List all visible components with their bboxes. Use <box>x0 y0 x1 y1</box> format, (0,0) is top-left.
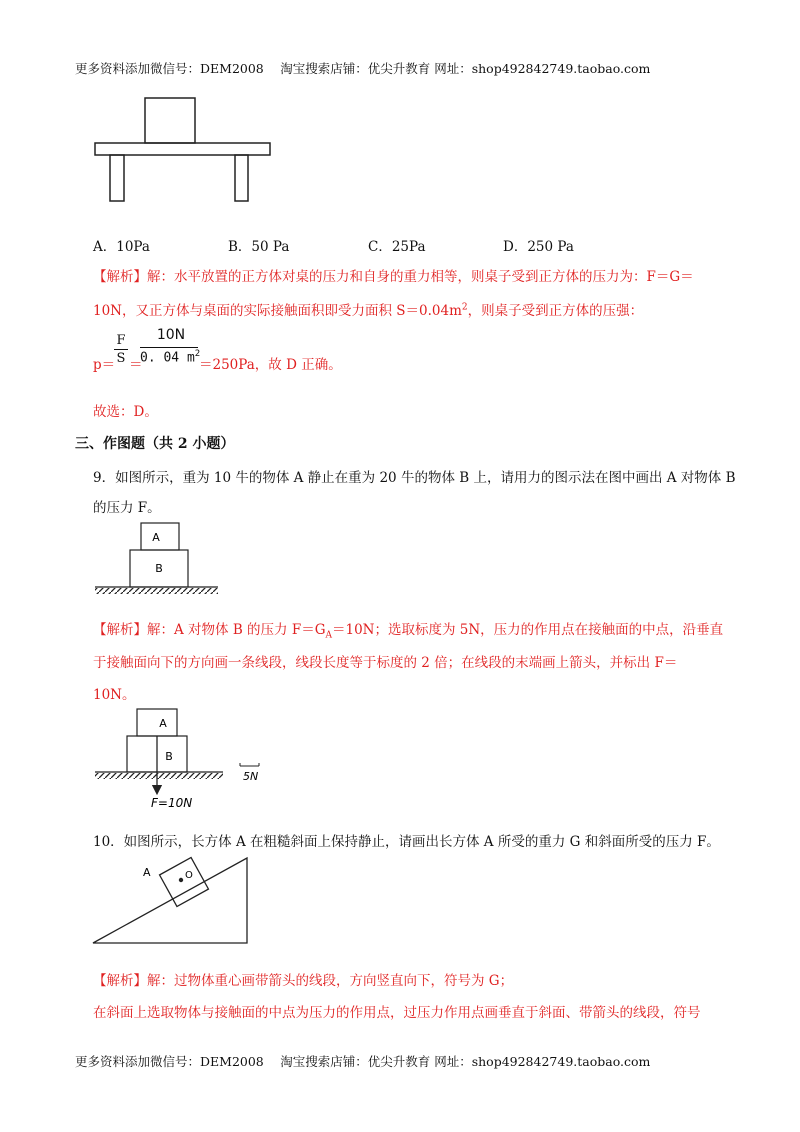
q9-analysis-line3: 10N。 <box>93 687 136 703</box>
q9-analysis-line1-text: 【解析】解：A 对物体 B 的压力 F＝G <box>93 622 326 638</box>
formula-frac2-num: 10N <box>156 327 186 343</box>
q8-analysis-line2 <box>93 299 643 319</box>
answer-block-a-label: A <box>159 717 167 730</box>
table-leg-right <box>235 155 248 201</box>
formula-frac1-num: F <box>116 333 126 348</box>
table-leg-left <box>110 155 124 201</box>
stacked-blocks-figure <box>93 520 223 598</box>
q9-analysis-line2: 于接触面向下的方向画一条线段，线段长度等于标度的 2 倍；在线段的末端画上箭头，并标出 F＝ <box>93 655 678 671</box>
force-diagram-answer <box>93 706 273 816</box>
formula-eq: ＝ <box>129 357 143 373</box>
q10-analysis-line1: 【解析】解：过物体重心画带箭头的线段，方向竖直向下，符号为 G； <box>93 973 514 989</box>
formula-frac1-bar <box>114 349 128 350</box>
option-d: D．250 Pa <box>503 239 574 255</box>
block-on-incline <box>160 858 209 907</box>
q9-analysis-subscript: A <box>325 630 332 641</box>
q9-analysis-line1 <box>93 618 723 641</box>
block-a-label: A <box>152 531 160 544</box>
formula-frac1-den: S <box>116 351 126 366</box>
answer-block-a <box>137 709 177 736</box>
page-header: 更多资料添加微信号：DEM2008 淘宝搜索店铺：优尖升教育 网址：shop492842749.taobao.com <box>75 61 651 76</box>
incline-block-label: A <box>143 866 151 879</box>
formula-frac2-den-sup: 2 <box>194 349 201 359</box>
q8-analysis-line1: 【解析】解：水平放置的正方体对桌的压力和自身的重力相等，则桌子受到正方体的压力为：F＝G＝ <box>93 269 694 285</box>
table-top <box>95 143 270 155</box>
q10-analysis-line2: 在斜面上选取物体与接触面的中点为压力的作用点，过压力作用点画垂直于斜面、带箭头的线段，符号 <box>93 1005 701 1021</box>
cube-shape <box>145 98 195 143</box>
formula-result: ＝250Pa，故 D 正确。 <box>199 357 342 373</box>
formula-p-label: p＝ <box>93 357 116 373</box>
formula-frac2-den-text: 0. 04 m <box>140 350 195 366</box>
scale-label: 5N <box>243 770 259 783</box>
q8-area-superscript: 2 <box>461 302 468 313</box>
incline-triangle <box>93 858 247 943</box>
option-a: A．10Pa <box>93 239 150 255</box>
answer-block-b-label: B <box>165 750 173 763</box>
q9-analysis-line1-tail: ＝10N；选取标度为 5N，压力的作用点在接触面的中点，沿垂直 <box>332 622 724 638</box>
center-of-gravity-dot <box>179 878 183 882</box>
q8-answer: 故选：D。 <box>93 404 158 420</box>
option-c: C．25Pa <box>368 239 426 255</box>
incline-figure <box>90 855 255 947</box>
q10-stem: 10．如图所示，长方体 A 在粗糙斜面上保持静止，请画出长方体 A 所受的重力 G 和斜面所受的压力 F。 <box>93 834 720 850</box>
formula-frac2-den <box>140 349 200 365</box>
q9-stem-line2: 的压力 F。 <box>93 500 161 516</box>
section-title: 三、作图题（共 2 小题） <box>75 436 235 452</box>
incline-block <box>160 858 209 907</box>
answer-ground-hatch <box>95 773 223 779</box>
q8-analysis-line2-text: 10N，又正方体与桌面的实际接触面积即受力面积 S＝0.04m <box>93 303 462 319</box>
option-b: B．50 Pa <box>228 239 290 255</box>
block-a <box>141 523 179 550</box>
table-cube-figure <box>90 95 280 205</box>
q8-analysis-line2-tail: ，则桌子受到正方体的压强： <box>467 303 644 319</box>
ground-hatch <box>95 588 218 594</box>
q9-stem-line1: 9．如图所示，重为 10 牛的物体 A 静止在重为 20 牛的物体 B 上，请用力的图示法在图中画出 A 对物体 B <box>93 470 736 486</box>
page-footer: 更多资料添加微信号：DEM2008 淘宝搜索店铺：优尖升教育 网址：shop492842749.taobao.com <box>75 1054 651 1069</box>
center-label: O <box>185 870 193 881</box>
force-value-label: F=10N <box>151 796 193 810</box>
block-b-label: B <box>155 562 163 575</box>
formula-frac2-bar <box>140 347 198 348</box>
